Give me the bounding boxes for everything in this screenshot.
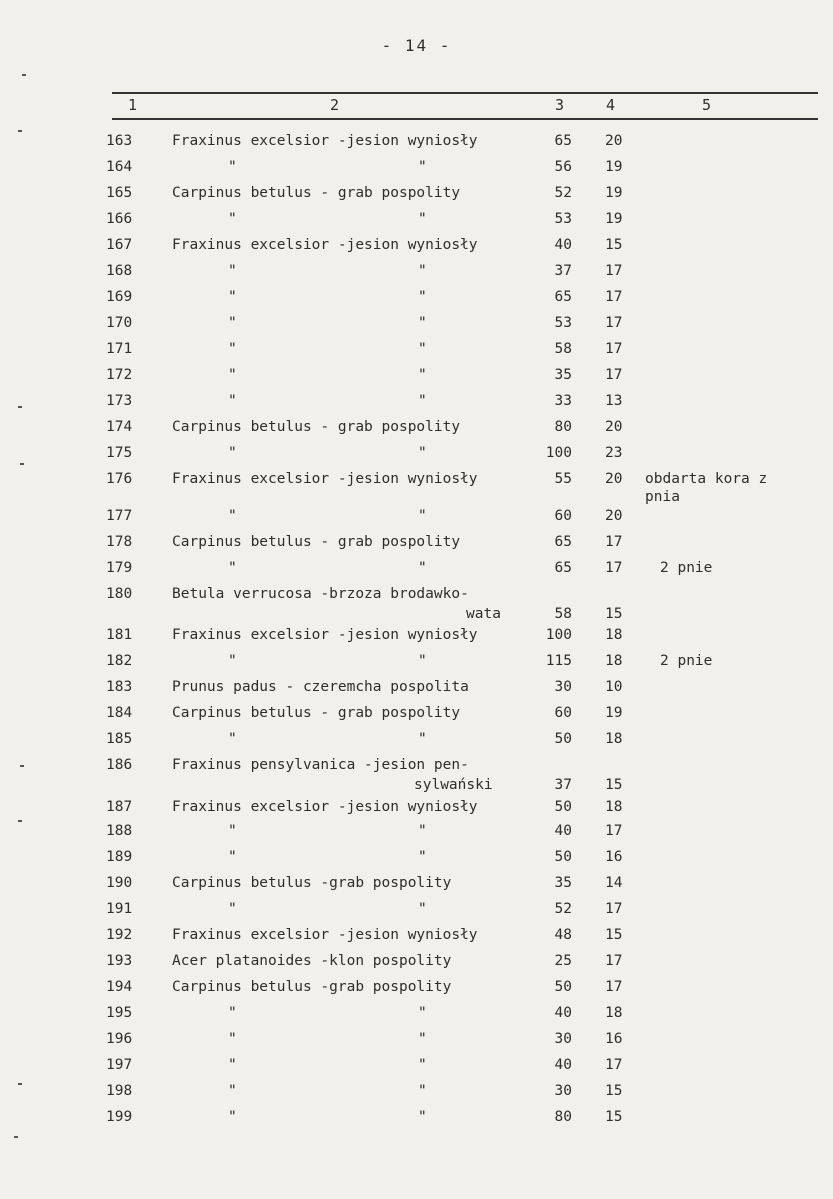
table-row — [0, 532, 833, 556]
row-number: 190 — [106, 875, 133, 891]
column-3-value: 35 — [554, 875, 572, 891]
species-name: Carpinus betulus -grab pospolity — [172, 979, 452, 995]
ditto-mark: " — [418, 393, 427, 409]
ditto-mark: " — [418, 211, 427, 227]
ditto-mark: " — [418, 823, 427, 839]
table-row — [0, 1029, 833, 1053]
column-4-value: 15 — [605, 237, 623, 253]
column-4-value: 18 — [605, 799, 623, 815]
column-3-value: 50 — [554, 849, 572, 865]
margin-mark — [20, 765, 24, 767]
species-name-continued: sylwański — [414, 777, 493, 793]
column-3-value: 53 — [554, 211, 572, 227]
column-4-value: 20 — [605, 471, 623, 487]
margin-mark — [18, 406, 22, 408]
ditto-mark: " — [228, 263, 237, 279]
column-3-value: 40 — [554, 1057, 572, 1073]
ditto-mark: " — [228, 159, 237, 175]
column-3-value: 65 — [554, 560, 572, 576]
species-name: Carpinus betulus - grab pospolity — [172, 185, 461, 201]
species-name: Fraxinus excelsior -jesion wyniosły — [172, 927, 478, 943]
row-number: 164 — [106, 159, 133, 175]
row-number: 189 — [106, 849, 133, 865]
remark-continued: pnia — [645, 489, 680, 505]
ditto-mark: " — [418, 731, 427, 747]
page-number: - 14 - — [381, 36, 452, 55]
column-3-value: 30 — [554, 1083, 572, 1099]
column-3-value: 33 — [554, 393, 572, 409]
column-3-value: 37 — [554, 777, 572, 793]
column-3-value: 65 — [554, 534, 572, 550]
column-4-value: 15 — [605, 1109, 623, 1125]
row-number: 167 — [106, 237, 133, 253]
table-row — [0, 131, 833, 155]
column-3-value: 55 — [554, 471, 572, 487]
table-row — [0, 1055, 833, 1079]
ditto-mark: " — [228, 1109, 237, 1125]
margin-mark — [14, 1136, 18, 1138]
ditto-mark: " — [228, 393, 237, 409]
table-row — [0, 899, 833, 923]
column-4-value: 17 — [605, 560, 623, 576]
row-number: 172 — [106, 367, 133, 383]
column-3-value: 30 — [554, 679, 572, 695]
row-number: 174 — [106, 419, 133, 435]
table-row — [0, 235, 833, 259]
table-row — [0, 443, 833, 467]
row-number: 198 — [106, 1083, 133, 1099]
column-4-value: 15 — [605, 927, 623, 943]
column-header-3: 3 — [555, 96, 565, 114]
column-3-value: 50 — [554, 799, 572, 815]
table-row — [0, 183, 833, 207]
species-name: Carpinus betulus - grab pospolity — [172, 419, 461, 435]
table-row — [0, 873, 833, 897]
table-row — [0, 847, 833, 871]
ditto-mark: " — [228, 1057, 237, 1073]
row-number: 188 — [106, 823, 133, 839]
column-4-value: 17 — [605, 341, 623, 357]
column-4-value: 15 — [605, 777, 623, 793]
column-4-value: 14 — [605, 875, 623, 891]
ditto-mark: " — [418, 1057, 427, 1073]
ditto-mark: " — [228, 289, 237, 305]
margin-mark — [18, 130, 22, 132]
row-number: 166 — [106, 211, 133, 227]
row-number: 194 — [106, 979, 133, 995]
column-3-value: 58 — [554, 606, 572, 622]
table-row — [0, 797, 833, 821]
ditto-mark: " — [418, 653, 427, 669]
column-header-5: 5 — [702, 96, 712, 114]
table-row — [0, 1003, 833, 1027]
ditto-mark: " — [418, 508, 427, 524]
row-number: 173 — [106, 393, 133, 409]
column-header-1: 1 — [128, 96, 138, 114]
species-name: Fraxinus excelsior -jesion wyniosły — [172, 237, 478, 253]
ditto-mark: " — [418, 263, 427, 279]
column-3-value: 100 — [545, 445, 572, 461]
row-number: 171 — [106, 341, 133, 357]
ditto-mark: " — [228, 1005, 237, 1021]
row-number: 179 — [106, 560, 133, 576]
ditto-mark: " — [418, 1083, 427, 1099]
row-number: 183 — [106, 679, 133, 695]
row-number: 177 — [106, 508, 133, 524]
table-row — [0, 313, 833, 337]
ditto-mark: " — [418, 1005, 427, 1021]
ditto-mark: " — [228, 823, 237, 839]
species-name: Fraxinus excelsior -jesion wyniosły — [172, 627, 478, 643]
ditto-mark: " — [228, 731, 237, 747]
column-4-value: 17 — [605, 823, 623, 839]
column-4-value: 15 — [605, 1083, 623, 1099]
row-number: 180 — [106, 586, 133, 602]
column-3-value: 60 — [554, 508, 572, 524]
column-3-value: 40 — [554, 823, 572, 839]
column-3-value: 80 — [554, 1109, 572, 1125]
column-3-value: 52 — [554, 185, 572, 201]
table-top-rule — [112, 92, 818, 94]
table-row — [0, 1081, 833, 1105]
table-row — [0, 157, 833, 181]
margin-mark — [20, 463, 24, 465]
row-number: 168 — [106, 263, 133, 279]
column-3-value: 100 — [545, 627, 572, 643]
table-row — [0, 506, 833, 530]
column-4-value: 10 — [605, 679, 623, 695]
row-number: 178 — [106, 534, 133, 550]
remark: 2 pnie — [660, 653, 713, 669]
margin-mark — [22, 74, 26, 76]
ditto-mark: " — [418, 315, 427, 331]
table-row — [0, 951, 833, 975]
ditto-mark: " — [228, 849, 237, 865]
column-4-value: 17 — [605, 1057, 623, 1073]
ditto-mark: " — [228, 341, 237, 357]
column-3-value: 115 — [545, 653, 572, 669]
row-number: 185 — [106, 731, 133, 747]
row-number: 170 — [106, 315, 133, 331]
column-4-value: 18 — [605, 1005, 623, 1021]
margin-mark — [18, 820, 22, 822]
table-row — [0, 391, 833, 415]
column-4-value: 16 — [605, 1031, 623, 1047]
ditto-mark: " — [228, 1083, 237, 1099]
column-4-value: 23 — [605, 445, 623, 461]
species-name: Betula verrucosa -brzoza brodawko- — [172, 586, 469, 602]
table-row — [0, 729, 833, 753]
column-4-value: 19 — [605, 185, 623, 201]
row-number: 187 — [106, 799, 133, 815]
column-header-4: 4 — [606, 96, 616, 114]
row-number: 165 — [106, 185, 133, 201]
row-number: 163 — [106, 133, 133, 149]
species-name-continued: wata — [466, 606, 501, 622]
column-4-value: 17 — [605, 263, 623, 279]
ditto-mark: " — [418, 445, 427, 461]
column-3-value: 65 — [554, 133, 572, 149]
ditto-mark: " — [418, 1031, 427, 1047]
column-4-value: 19 — [605, 159, 623, 175]
column-4-value: 13 — [605, 393, 623, 409]
table-row — [0, 821, 833, 845]
species-name: Acer platanoides -klon pospolity — [172, 953, 452, 969]
column-4-value: 17 — [605, 979, 623, 995]
row-number: 182 — [106, 653, 133, 669]
ditto-mark: " — [228, 508, 237, 524]
column-3-value: 65 — [554, 289, 572, 305]
column-3-value: 56 — [554, 159, 572, 175]
ditto-mark: " — [418, 901, 427, 917]
table-row — [0, 209, 833, 233]
row-number: 192 — [106, 927, 133, 943]
row-number: 169 — [106, 289, 133, 305]
ditto-mark: " — [228, 653, 237, 669]
table-row — [0, 651, 833, 675]
table-row — [0, 755, 833, 793]
column-4-value: 17 — [605, 289, 623, 305]
ditto-mark: " — [418, 341, 427, 357]
row-number: 197 — [106, 1057, 133, 1073]
column-4-value: 17 — [605, 953, 623, 969]
table-row — [0, 703, 833, 727]
species-name: Fraxinus excelsior -jesion wyniosły — [172, 471, 478, 487]
remark: obdarta kora z — [645, 471, 768, 487]
row-number: 175 — [106, 445, 133, 461]
margin-mark — [18, 1083, 22, 1085]
column-3-value: 60 — [554, 705, 572, 721]
row-number: 186 — [106, 757, 133, 773]
ditto-mark: " — [418, 1109, 427, 1125]
species-name: Carpinus betulus -grab pospolity — [172, 875, 452, 891]
ditto-mark: " — [228, 1031, 237, 1047]
column-3-value: 35 — [554, 367, 572, 383]
table-row — [0, 287, 833, 311]
ditto-mark: " — [228, 560, 237, 576]
row-number: 199 — [106, 1109, 133, 1125]
species-name: Prunus padus - czeremcha pospolita — [172, 679, 469, 695]
column-3-value: 50 — [554, 979, 572, 995]
column-3-value: 25 — [554, 953, 572, 969]
table-header-rule — [112, 118, 818, 120]
table-row — [0, 977, 833, 1001]
column-3-value: 50 — [554, 731, 572, 747]
column-3-value: 40 — [554, 237, 572, 253]
row-number: 195 — [106, 1005, 133, 1021]
column-4-value: 19 — [605, 705, 623, 721]
ditto-mark: " — [228, 901, 237, 917]
column-3-value: 48 — [554, 927, 572, 943]
ditto-mark: " — [228, 445, 237, 461]
column-4-value: 18 — [605, 627, 623, 643]
column-4-value: 16 — [605, 849, 623, 865]
ditto-mark: " — [418, 367, 427, 383]
table-row — [0, 469, 833, 505]
column-4-value: 20 — [605, 508, 623, 524]
column-4-value: 17 — [605, 534, 623, 550]
ditto-mark: " — [228, 211, 237, 227]
row-number: 196 — [106, 1031, 133, 1047]
column-4-value: 19 — [605, 211, 623, 227]
ditto-mark: " — [228, 367, 237, 383]
row-number: 193 — [106, 953, 133, 969]
table-row — [0, 261, 833, 285]
species-name: Fraxinus excelsior -jesion wyniosły — [172, 133, 478, 149]
column-4-value: 20 — [605, 133, 623, 149]
row-number: 184 — [106, 705, 133, 721]
ditto-mark: " — [418, 289, 427, 305]
species-name: Carpinus betulus - grab pospolity — [172, 534, 461, 550]
column-3-value: 37 — [554, 263, 572, 279]
column-3-value: 80 — [554, 419, 572, 435]
table-row — [0, 339, 833, 363]
table-row — [0, 677, 833, 701]
row-number: 181 — [106, 627, 133, 643]
column-4-value: 20 — [605, 419, 623, 435]
row-number: 176 — [106, 471, 133, 487]
table-row — [0, 584, 833, 622]
table-row — [0, 1107, 833, 1131]
ditto-mark: " — [418, 159, 427, 175]
species-name: Carpinus betulus - grab pospolity — [172, 705, 461, 721]
column-4-value: 15 — [605, 606, 623, 622]
column-4-value: 17 — [605, 367, 623, 383]
column-3-value: 58 — [554, 341, 572, 357]
table-row — [0, 417, 833, 441]
table-row — [0, 365, 833, 389]
column-4-value: 17 — [605, 901, 623, 917]
ditto-mark: " — [228, 315, 237, 331]
ditto-mark: " — [418, 560, 427, 576]
remark: 2 pnie — [660, 560, 713, 576]
ditto-mark: " — [418, 849, 427, 865]
table-row — [0, 925, 833, 949]
species-name: Fraxinus pensylvanica -jesion pen- — [172, 757, 469, 773]
column-4-value: 18 — [605, 731, 623, 747]
row-number: 191 — [106, 901, 133, 917]
column-header-2: 2 — [330, 96, 340, 114]
column-3-value: 40 — [554, 1005, 572, 1021]
species-name: Fraxinus excelsior -jesion wyniosły — [172, 799, 478, 815]
table-row — [0, 558, 833, 582]
table-row — [0, 625, 833, 649]
column-3-value: 53 — [554, 315, 572, 331]
column-4-value: 17 — [605, 315, 623, 331]
column-3-value: 30 — [554, 1031, 572, 1047]
column-4-value: 18 — [605, 653, 623, 669]
column-3-value: 52 — [554, 901, 572, 917]
